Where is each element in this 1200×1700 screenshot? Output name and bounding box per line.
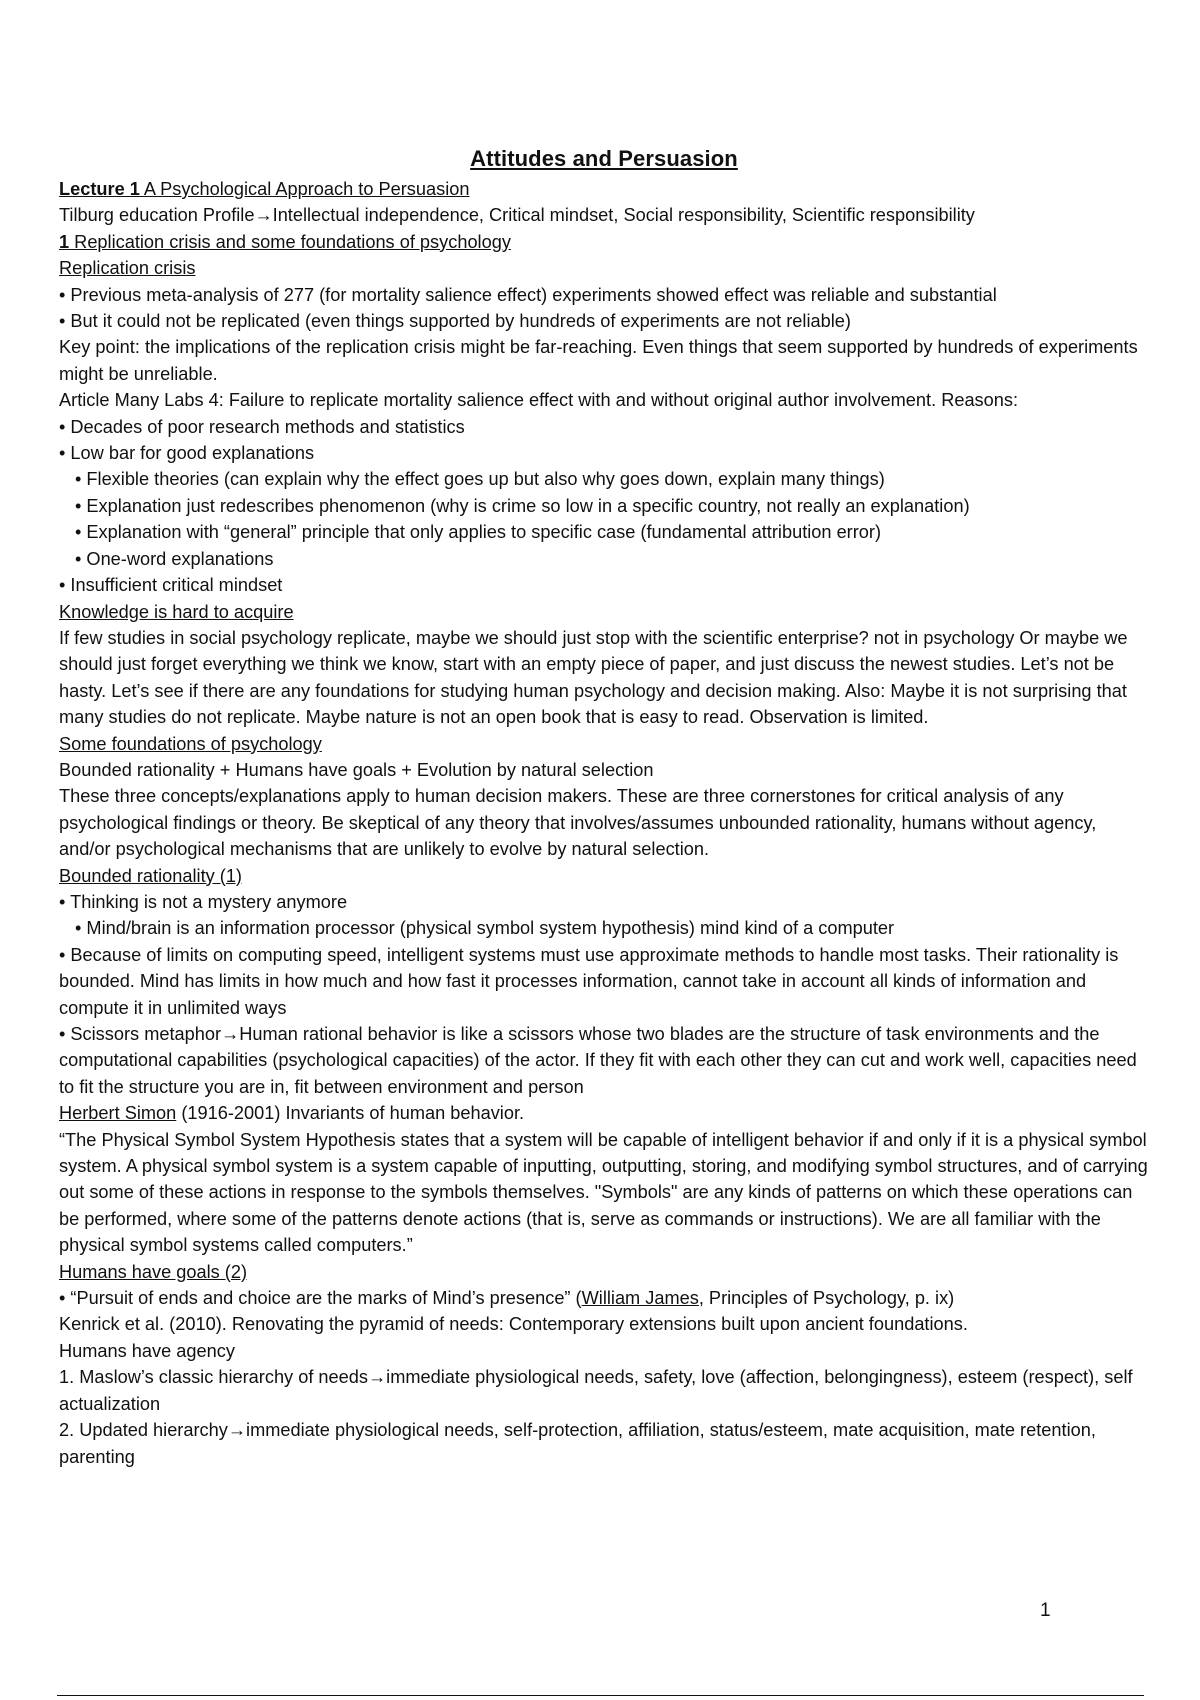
knowledge-heading: Knowledge is hard to acquire [59, 601, 294, 622]
sub-list-item: • One-word explanations [59, 546, 1149, 572]
sub-list-item: • Explanation with “general” principle that only applies to specific case (fundamental attribution error) [59, 519, 1149, 545]
simon-line [59, 1100, 1149, 1126]
lecture-label: Lecture 1 [59, 179, 140, 199]
foundations-heading: Some foundations of psychology [59, 733, 322, 754]
agency-line: Humans have agency [59, 1340, 235, 1361]
sub-list-item: • Mind/brain is an information processor (physical symbol system hypothesis) mind kind of a computer [59, 915, 1149, 941]
footer-divider [57, 1695, 1144, 1696]
lecture-line [59, 176, 1149, 202]
list-item [59, 1285, 1149, 1311]
list-item: • Decades of poor research methods and statistics [59, 414, 1149, 440]
numbered-item: 2. Updated hierarchy→immediate physiological needs, self-protection, affiliation, status/esteem, mate acquisition, mate retention, parenting [59, 1420, 1096, 1467]
list-item: • But it could not be replicated (even things supported by hundreds of experiments are not reliable) [59, 308, 1149, 334]
key-point: Key point: the implications of the replication crisis might be far-reaching. Even things that seem supported by hundreds of experiments might be unreliable. [59, 337, 1138, 384]
sub-list-item: • Explanation just redescribes phenomenon (why is crime so low in a specific country, not really an explanation) [59, 493, 1149, 519]
simon-rest: (1916-2001) Invariants of human behavior. [176, 1103, 525, 1124]
goals-heading: Humans have goals (2) [59, 1261, 248, 1282]
simon-name-link[interactable]: Herbert Simon [59, 1103, 177, 1124]
simon-quote: “The Physical Symbol System Hypothesis states that a system will be capable of intelligent behavior if and only if it is a physical symbol system. A physical symbol system is a system capable of inputting, outputting, storing, and modifying symbol structures, and of carrying out some of these actions in response to the symbols themselves. "Symbols" are any kinds of patterns on which these operations can be performed, where some of the patterns denote actions (that is, serve as commands or instructions). We are all familiar with the physical symbol systems called computers.” [59, 1129, 1148, 1256]
document-title: Attitudes and Persuasion [470, 146, 738, 171]
bounded-heading: Bounded rationality (1) [59, 865, 242, 886]
list-item: • Previous meta-analysis of 277 (for mortality salience effect) experiments showed effect was reliable and substantial [59, 282, 1149, 308]
sub-list-item: • Flexible theories (can explain why the effect goes up but also why goes down, explain many things) [59, 466, 1149, 492]
kenrick-line: Kenrick et al. (2010). Renovating the pyramid of needs: Contemporary extensions built upon ancient foundations. [59, 1314, 968, 1335]
list-item: • Scissors metaphor→Human rational behavior is like a scissors whose two blades are the structure of task environments and the computational capabilities (psychological capacities) of the actor. If they fit with each other they can cut and work well, capacities need to fit the structure you are in, fit between environment and person [59, 1021, 1149, 1100]
foundations-paragraph: These three concepts/explanations apply to human decision makers. These are three cornerstones for critical analysis of any psychological findings or theory. Be skeptical of any theory that involves/assumes unbounded rationality, humans without agency, and/or psychological mechanisms that are unlikely to evolve by natural selection. [59, 786, 1097, 860]
page-number: 1 [1040, 1600, 1051, 1621]
replication-heading: Replication crisis [59, 258, 196, 279]
lecture-title: A Psychological Approach to Persuasion [139, 179, 470, 199]
james-source: , Principles of Psychology, p. ix) [698, 1288, 955, 1309]
list-item: • Insufficient critical mindset [59, 572, 1149, 598]
james-quote: “Pursuit of ends and choice are the marks of Mind’s presence” ( [70, 1288, 582, 1309]
section-number: 1 [59, 231, 70, 252]
list-item: • Thinking is not a mystery anymore [59, 889, 1149, 915]
article-line: Article Many Labs 4: Failure to replicate mortality salience effect with and without original author involvement. Reasons: [59, 390, 1019, 411]
list-item: • Because of limits on computing speed, intelligent systems must use approximate methods to handle most tasks. Their rationality is bounded. Mind has limits in how much and how fast it processes information, cannot take in account all kinds of information and compute it in unlimited ways [59, 942, 1149, 1021]
section-heading [59, 229, 1149, 255]
james-name-link[interactable]: William James [581, 1288, 699, 1309]
knowledge-paragraph: If few studies in social psychology replicate, maybe we should just stop with the scientific enterprise? not in psychology Or maybe we should just forget everything we think we know, start with an empty piece of paper, and just discuss the newest studies. Let’s not be hasty. Let’s see if there are any foundations for studying human psychology and decision making. Also: Maybe it is not surprising that many studies do not replicate. Maybe nature is not an open book that is easy to read. Observation is limited. [59, 627, 1128, 728]
list-item: • Low bar for good explanations [59, 440, 1149, 466]
profile-line: Tilburg education Profile→Intellectual independence, Critical mindset, Social responsibility, Scientific responsibility [59, 205, 975, 226]
document-content [59, 142, 1149, 1470]
foundations-line: Bounded rationality + Humans have goals + Evolution by natural selection [59, 759, 654, 780]
numbered-item: 1. Maslow’s classic hierarchy of needs→immediate physiological needs, safety, love (affection, belongingness), esteem (respect), self actualization [59, 1367, 1133, 1414]
section-title: Replication crisis and some foundations of psychology [69, 231, 511, 252]
